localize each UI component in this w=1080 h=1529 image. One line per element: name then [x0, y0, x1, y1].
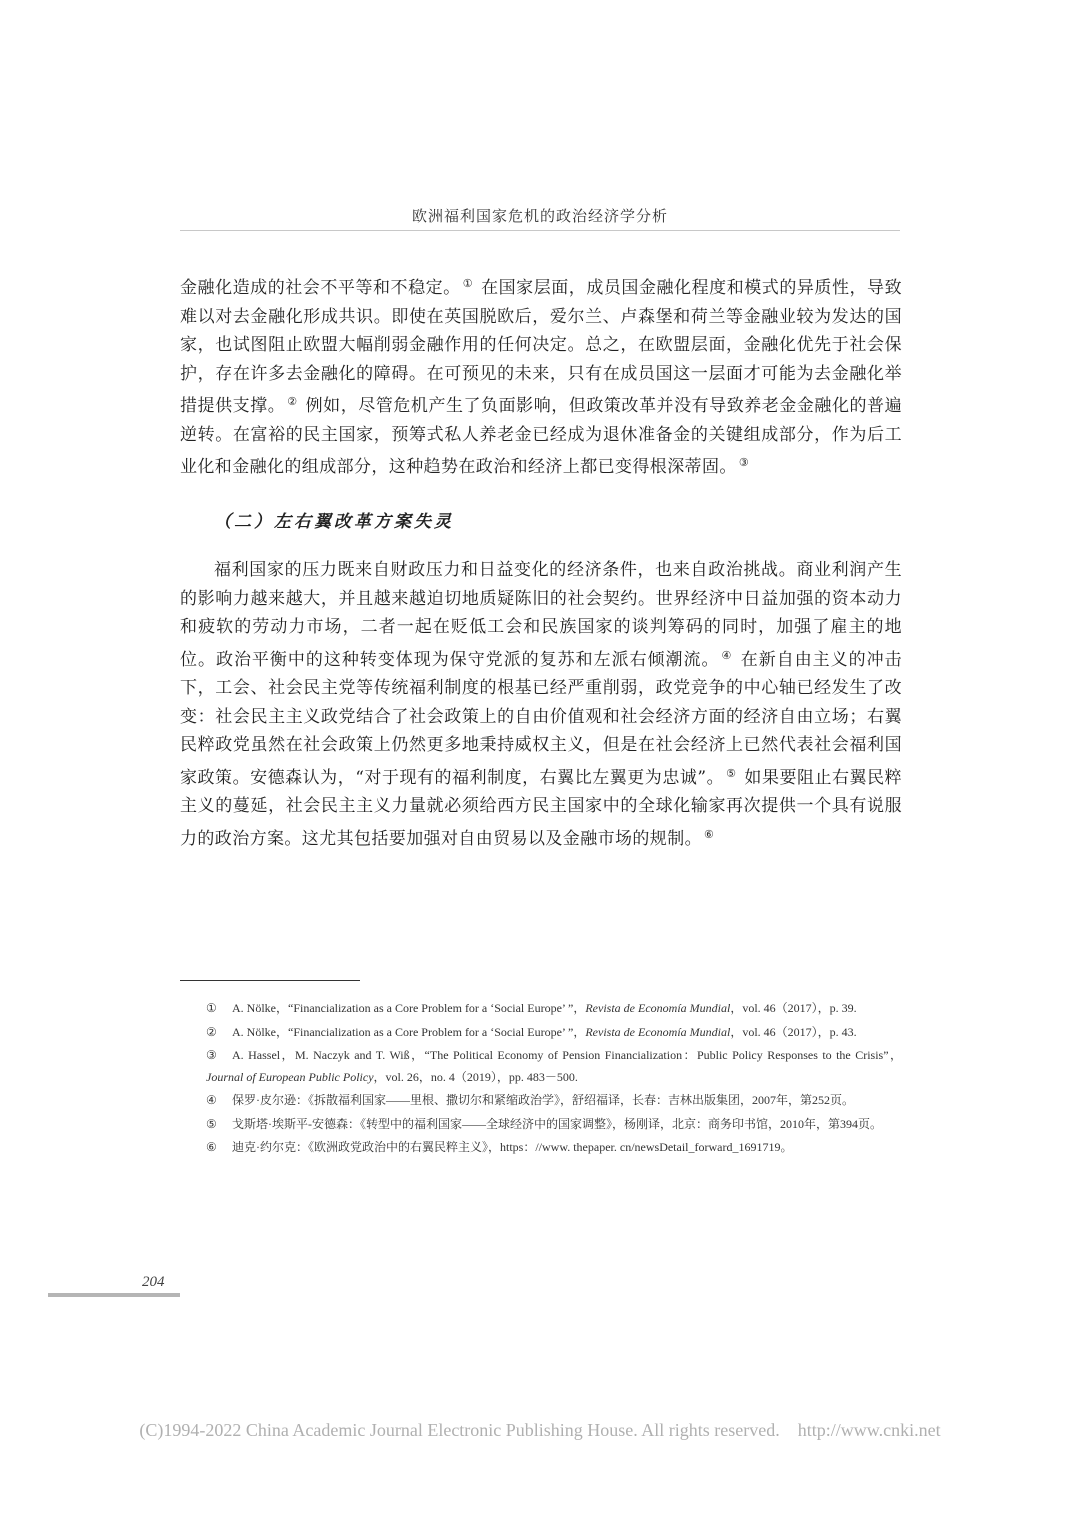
header-rule — [180, 230, 900, 231]
footnote-ref-1[interactable]: ① — [462, 277, 474, 290]
footnote-ref-5[interactable]: ⑤ — [726, 766, 737, 780]
paragraph-1: 金融化造成的社会不平等和不稳定。 ① 在国家层面，成员国金融化程度和模式的异质性，导致难以对去金融化形成共识。即使在英国脱欧后，爱尔兰、卢森堡和荷兰等金融业较为发达的国家，也试图阻止欧盟大幅削弱金融作用的任何决定。总之，在欧盟层面，金融化优先于社会保护，存在许多去金融化的障碍。在可预见的未来，只有在成员国这一层面才可能为去金融化举措提供支撑。 ② 例如，尽管危机产生了负面影响，但政策改革并没有导致养老金金融化的普遍逆转。在富裕的民主国家，预筹式私人养老金已经成为退休准备金的关键组成部分，作为后工业化和金融化的组成部分，这种趋势在政治和经济上都已变得根深蒂固。 ③ — [180, 277, 903, 477]
footnote-rule — [180, 980, 360, 981]
footnote-4: ④ 保罗·皮尔逊：《拆散福利国家——里根、撒切尔和紧缩政治学》，舒绍福译，长春：吉林出版集团，2007年，第252页。 — [206, 1093, 855, 1107]
section-title: （二）左右翼改革方案失灵 — [214, 511, 454, 532]
footnotes — [180, 998, 902, 1161]
paragraph-2: 福利国家的压力既来自财政压力和日益变化的经济条件，也来自政治挑战。商业利润产生的影响力越来越大，并且越来越迫切地质疑陈旧的社会契约。世界经济中日益加强的资本动力和疲软的劳动力市场，二者一起在贬低工会和民族国家的谈判筹码的同时，加强了雇主的地位。政治平衡中的这种转变体现为保守党派的复苏和左派右倾潮流。 ④ 在新自由主义的冲击下，工会、社会民主党等传统福利制度的根基已经严重削弱，政党竞争的中心轴已经发生了改变：社会民主主义政党结合了社会政策上的自由价值观和社会经济方面的经济自由立场；右翼民粹政党虽然在社会政策上仍然更多地秉持威权主义，但是在社会经济上已然代表社会福利国家政策。安德森认为，“对于现有的福利制度，右翼比左翼更为忠诚”。 ⑤ 如果要阻止右翼民粹主义的蔓延，社会民主主义力量就必须给西方民主国家中的全球化输家再次提供一个具有说服力的政治方案。这尤其包括要加强对自由贸易以及金融市场的规制。 ⑥ — [180, 560, 903, 849]
footnote-ref-4[interactable]: ④ — [721, 648, 733, 662]
footnote-3: ③ A. Hassel，M. Naczyk and T. Wiß，“The Political Economy of Pension Financialization：Public Policy Responses to the Crisis”，Journal of European Public Policy，vol. 26，no. 4（2019），pp. 483－500. — [206, 1048, 902, 1084]
page-number: 204 — [142, 1274, 165, 1290]
footnote-ref-2[interactable]: ② — [287, 395, 298, 408]
footnote-1: ① A. Nölke，“Financialization as a Core Problem for a ‘Social Europe’ ”，Revista de Economía Mundial，vol. 46（2017），p. 39. — [206, 1001, 857, 1015]
footnote-6: ⑥ 迪克·约尔克：《欧洲政党政治中的右翼民粹主义》，https：//www. thepaper. cn/newsDetail_forward_1691719。 — [206, 1140, 793, 1154]
footnote-ref-3[interactable]: ③ — [738, 456, 750, 469]
article-body — [180, 270, 902, 853]
cnki-link[interactable]: http://www.cnki.net — [797, 1420, 941, 1440]
footnote-ref-6[interactable]: ⑥ — [704, 827, 715, 841]
copyright-notice: (C)1994-2022 China Academic Journal Electronic Publishing House. All rights reserved. http://www.cnki.net — [139, 1420, 941, 1440]
footnote-5: ⑤ 戈斯塔·埃斯平-安德森：《转型中的福利国家——全球经济中的国家调整》，杨刚译，北京：商务印书馆，2010年，第394页。 — [206, 1116, 882, 1131]
footnote-2: ② A. Nölke，“Financialization as a Core Problem for a ‘Social Europe’ ”，Revista de Economía Mundial，vol. 46（2017），p. 43. — [206, 1024, 857, 1039]
page-number-bar — [48, 1293, 180, 1297]
running-head: 欧洲福利国家危机的政治经济学分析 — [411, 207, 668, 225]
